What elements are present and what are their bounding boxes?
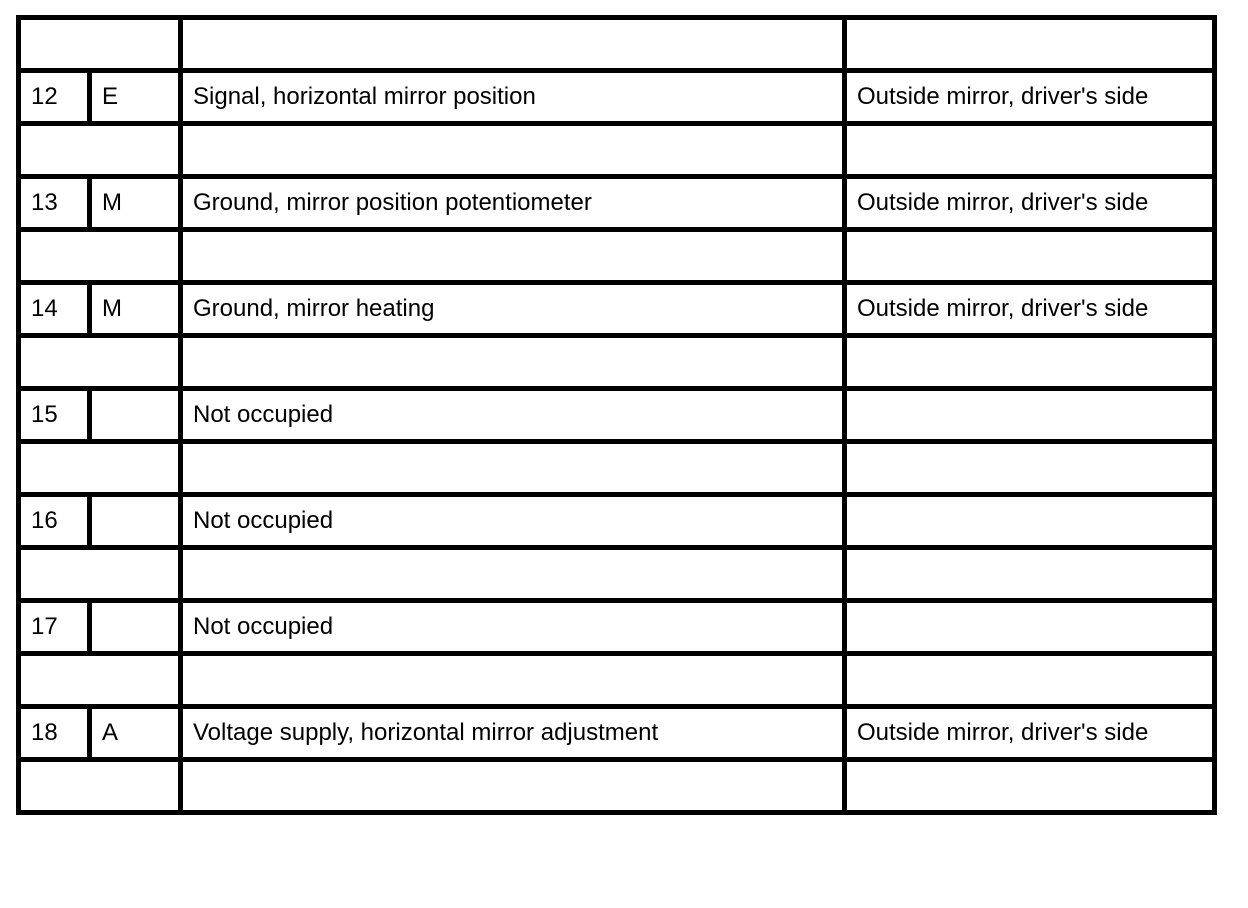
table-row-spacer	[19, 760, 1215, 813]
spacer-cell	[181, 548, 845, 601]
pin-code-cell: A	[90, 707, 181, 760]
table-row-spacer	[19, 124, 1215, 177]
spacer-cell	[181, 442, 845, 495]
spacer-cell	[845, 548, 1215, 601]
pin-number-cell: 15	[19, 389, 90, 442]
pin-description-cell: Not occupied	[181, 389, 845, 442]
spacer-cell	[181, 654, 845, 707]
table-row-spacer	[19, 18, 1215, 71]
pin-description-cell: Ground, mirror position potentiometer	[181, 177, 845, 230]
pin-location-cell: Outside mirror, driver's side	[845, 71, 1215, 124]
pin-assignment-table	[16, 15, 1217, 815]
pin-number-cell: 16	[19, 495, 90, 548]
pin-number-cell: 17	[19, 601, 90, 654]
spacer-cell	[181, 230, 845, 283]
pin-code-cell: M	[90, 177, 181, 230]
pin-location-cell: Outside mirror, driver's side	[845, 707, 1215, 760]
pin-number-cell: 13	[19, 177, 90, 230]
spacer-cell	[19, 336, 181, 389]
table-row-pin-12	[19, 71, 1215, 124]
pin-description-cell: Voltage supply, horizontal mirror adjustment	[181, 707, 845, 760]
spacer-cell	[19, 654, 181, 707]
pin-number-cell: 12	[19, 71, 90, 124]
table-row-pin-13	[19, 177, 1215, 230]
pin-description-cell: Signal, horizontal mirror position	[181, 71, 845, 124]
pin-location-cell: Outside mirror, driver's side	[845, 177, 1215, 230]
pin-code-cell: M	[90, 283, 181, 336]
table-row-spacer	[19, 336, 1215, 389]
pin-location-cell	[845, 495, 1215, 548]
spacer-cell	[19, 760, 181, 813]
pin-number-cell: 14	[19, 283, 90, 336]
table-row-pin-16	[19, 495, 1215, 548]
pin-code-cell	[90, 389, 181, 442]
table-row-spacer	[19, 442, 1215, 495]
pin-code-cell: E	[90, 71, 181, 124]
spacer-cell	[845, 230, 1215, 283]
pin-description-cell: Not occupied	[181, 495, 845, 548]
table-row-spacer	[19, 548, 1215, 601]
pin-table-body	[19, 18, 1215, 813]
table-row-spacer	[19, 654, 1215, 707]
spacer-cell	[845, 760, 1215, 813]
spacer-cell	[19, 442, 181, 495]
spacer-cell	[181, 760, 845, 813]
spacer-cell	[19, 124, 181, 177]
pin-location-cell	[845, 389, 1215, 442]
pin-location-cell: Outside mirror, driver's side	[845, 283, 1215, 336]
spacer-cell	[845, 124, 1215, 177]
pin-number-cell: 18	[19, 707, 90, 760]
spacer-cell	[19, 230, 181, 283]
spacer-cell	[845, 18, 1215, 71]
spacer-cell	[181, 124, 845, 177]
spacer-cell	[845, 336, 1215, 389]
table-row-spacer	[19, 230, 1215, 283]
spacer-cell	[19, 18, 181, 71]
spacer-cell	[181, 336, 845, 389]
pin-code-cell	[90, 601, 181, 654]
pin-description-cell: Not occupied	[181, 601, 845, 654]
spacer-cell	[19, 548, 181, 601]
spacer-cell	[845, 442, 1215, 495]
pin-code-cell	[90, 495, 181, 548]
spacer-cell	[845, 654, 1215, 707]
pin-location-cell	[845, 601, 1215, 654]
table-row-pin-14	[19, 283, 1215, 336]
table-row-pin-17	[19, 601, 1215, 654]
spacer-cell	[181, 18, 845, 71]
pin-description-cell: Ground, mirror heating	[181, 283, 845, 336]
table-row-pin-15	[19, 389, 1215, 442]
table-row-pin-18	[19, 707, 1215, 760]
